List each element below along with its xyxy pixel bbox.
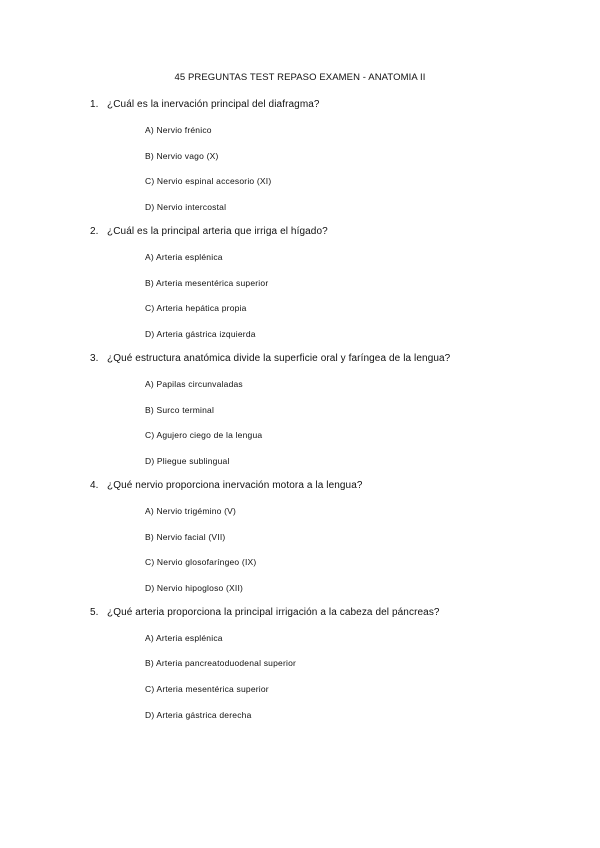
question-1-option-d: D) Nervio intercostal — [145, 202, 227, 212]
question-3 — [90, 353, 450, 364]
question-text: ¿Qué estructura anatómica divide la superficie oral y faríngea de la lengua? — [107, 353, 451, 364]
question-text: ¿Qué nervio proporciona inervación motora a la lengua? — [107, 480, 363, 491]
question-2-option-c: C) Arteria hepática propia — [145, 303, 247, 313]
question-1-option-a: A) Nervio frénico — [145, 125, 212, 135]
question-2-option-d: D) Arteria gástrica izquierda — [145, 329, 256, 339]
question-4-option-d: D) Nervio hipogloso (XII) — [145, 583, 244, 593]
question-1-option-c: C) Nervio espinal accesorio (XI) — [145, 176, 272, 186]
question-number: 2. — [90, 226, 99, 237]
question-2-option-b: B) Arteria mesentérica superior — [145, 278, 269, 288]
question-1 — [90, 99, 320, 110]
question-3-option-b: B) Surco terminal — [145, 405, 215, 415]
question-4 — [90, 480, 363, 491]
question-1-option-b: B) Nervio vago (X) — [145, 151, 219, 161]
question-number: 1. — [90, 99, 99, 110]
document-title: 45 PREGUNTAS TEST REPASO EXAMEN - ANATOMIA II — [174, 72, 426, 83]
question-5 — [90, 607, 440, 618]
question-2 — [90, 226, 328, 237]
question-number: 4. — [90, 480, 99, 491]
question-5-option-a: A) Arteria esplénica — [145, 633, 223, 643]
question-4-option-c: C) Nervio glosofaríngeo (IX) — [145, 557, 257, 567]
question-number: 3. — [90, 353, 99, 364]
question-5-option-b: B) Arteria pancreatoduodenal superior — [145, 658, 297, 668]
question-number: 5. — [90, 607, 99, 618]
question-2-option-a: A) Arteria esplénica — [145, 252, 223, 262]
question-3-option-a: A) Papilas circunvaladas — [145, 379, 243, 389]
question-5-option-c: C) Arteria mesentérica superior — [145, 684, 269, 694]
question-3-option-d: D) Pliegue sublingual — [145, 456, 230, 466]
question-3-option-c: C) Agujero ciego de la lengua — [145, 430, 263, 440]
question-text: ¿Qué arteria proporciona la principal irrigación a la cabeza del páncreas? — [107, 607, 440, 618]
question-5-option-d: D) Arteria gástrica derecha — [145, 710, 252, 720]
question-4-option-b: B) Nervio facial (VII) — [145, 532, 226, 542]
question-4-option-a: A) Nervio trigémino (V) — [145, 506, 237, 516]
question-text: ¿Cuál es la inervación principal del diafragma? — [107, 99, 320, 110]
question-text: ¿Cuál es la principal arteria que irriga el hígado? — [107, 226, 328, 237]
